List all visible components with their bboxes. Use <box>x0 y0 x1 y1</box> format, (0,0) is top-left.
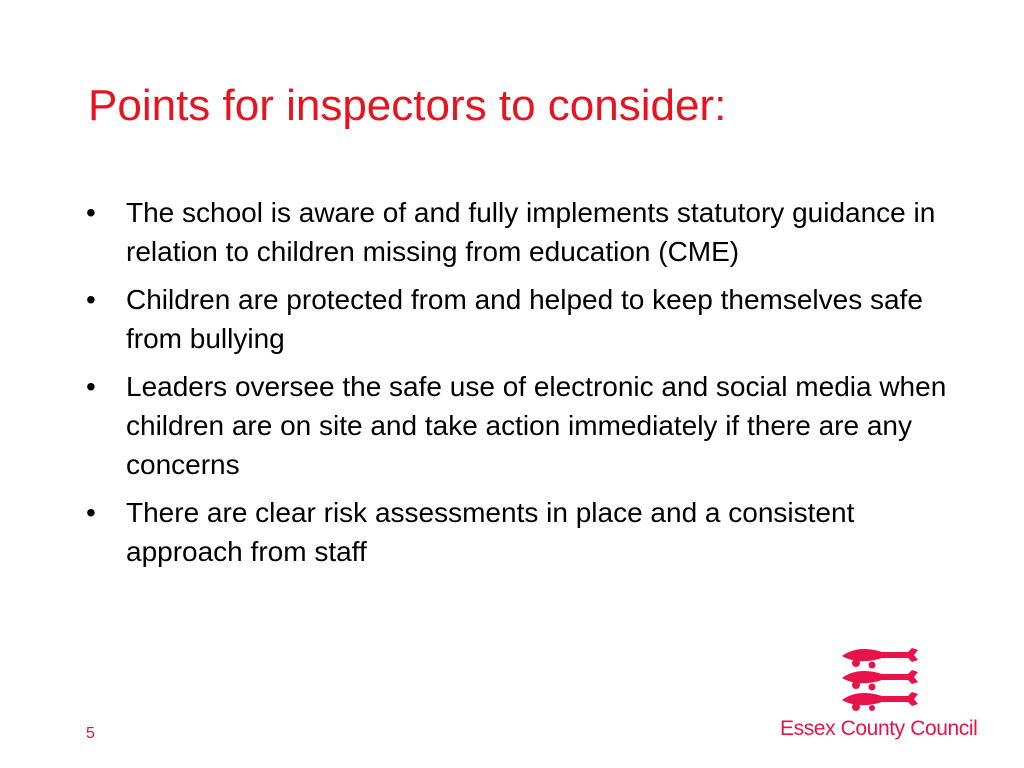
list-item <box>86 367 966 484</box>
slide-title: Points for inspectors to consider: <box>88 81 727 130</box>
bullet-text: Leaders oversee the safe use of electronic and social media when children are on site and take action immediately if there are any concerns <box>126 371 947 480</box>
bullet-text: The school is aware of and fully implements statutory guidance in relation to children missing from education (CME) <box>126 197 936 267</box>
bullet-icon: • <box>86 371 96 402</box>
logo-text: Essex County Council <box>780 717 978 740</box>
bullet-icon: • <box>86 284 96 315</box>
bullet-text: Children are protected from and helped to keep themselves safe from bullying <box>126 284 923 354</box>
seaxes-emblem-icon <box>838 646 920 712</box>
bullet-icon: • <box>86 497 96 528</box>
bullet-icon: • <box>86 197 96 228</box>
list-item <box>86 493 966 571</box>
bullet-list <box>86 193 966 580</box>
essex-county-council-logo <box>780 640 990 750</box>
bullet-text: There are clear risk assessments in place and a consistent approach from staff <box>126 497 855 567</box>
list-item <box>86 280 966 358</box>
list-item <box>86 193 966 271</box>
page-number: 5 <box>86 725 95 742</box>
